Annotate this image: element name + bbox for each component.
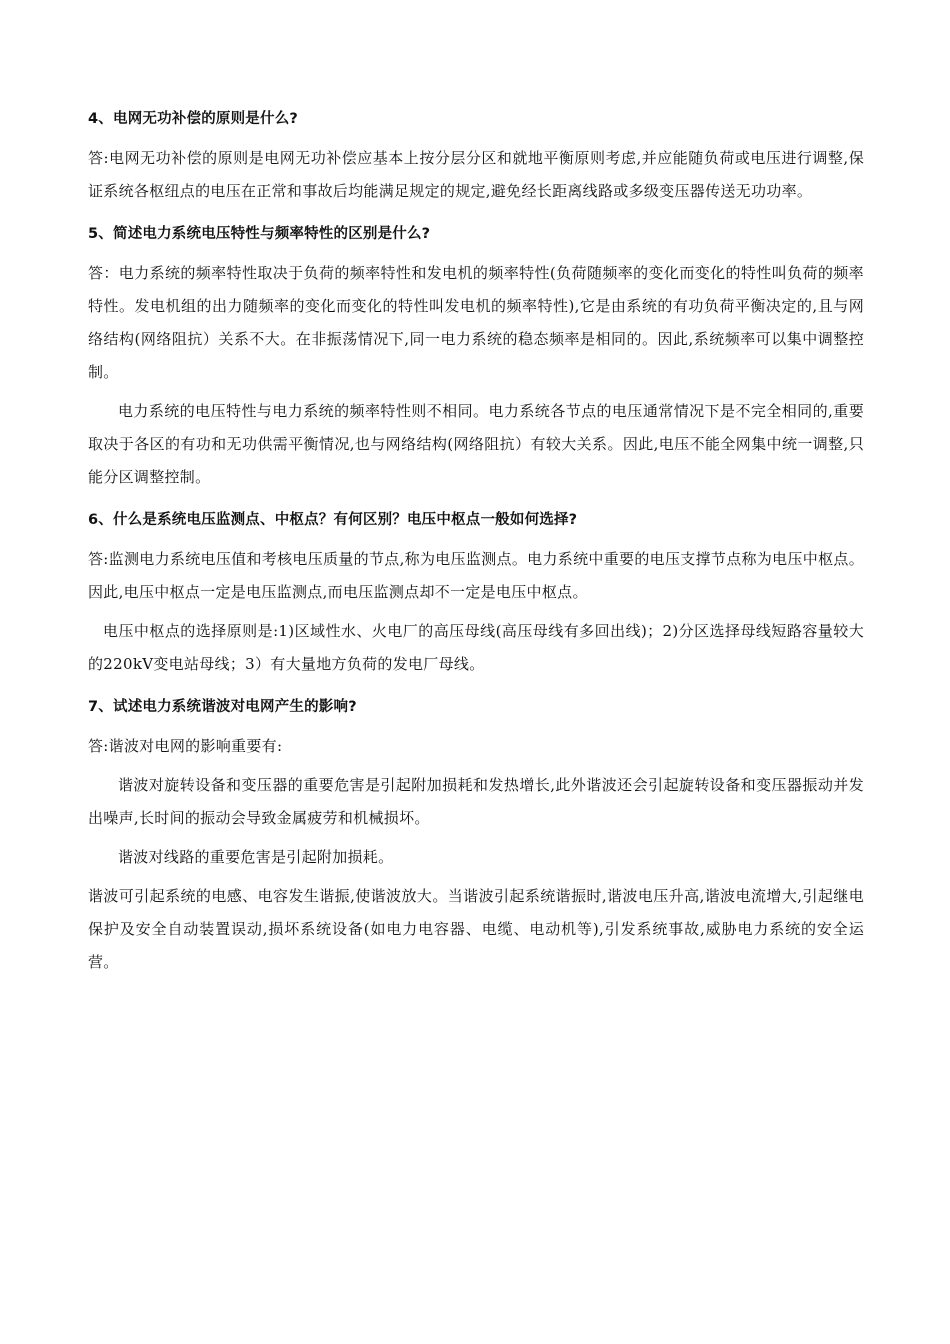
question-title: 4、电网无功补偿的原则是什么? <box>88 111 298 127</box>
answer-paragraph: 答:谐波对电网的影响重要有: <box>88 737 283 755</box>
answer-paragraph: 答：电力系统的频率特性取决于负荷的频率特性和发电机的频率特性(负荷随频率的变化而变化的特性叫负荷的频率特性。发电机组的出力随频率的变化而变化的特性叫发电机的频率特性),它是由系统的有功负荷平衡决定的,且与网络结构(网络阻抗）关系不大。在非振荡情况下,同一电力系统的稳态频率是相同的。因此,系统频率可以集中调整控制。 <box>88 264 864 381</box>
answer-paragraph: 电压中枢点的选择原则是:1)区域性水、火电厂的高压母线(高压母线有多回出线)；2)分区选择母线短路容量较大的220kV变电站母线；3）有大量地方负荷的发电厂母线。 <box>88 622 864 673</box>
answer-paragraph: 谐波可引起系统的电感、电容发生谐振,使谐波放大。当谐波引起系统谐振时,谐波电压升高,谐波电流增大,引起继电保护及安全自动装置误动,损坏系统设备(如电力电容器、电缆、电动机等),引发系统事故,威胁电力系统的安全运营。 <box>88 887 864 971</box>
answer-paragraph: 谐波对旋转设备和变压器的重要危害是引起附加损耗和发热增长,此外谐波还会引起旋转设备和变压器振动并发出噪声,长时间的振动会导致金属疲劳和机械损坏。 <box>88 776 864 827</box>
section-q4 <box>88 108 864 208</box>
document-page <box>88 108 864 979</box>
answer-paragraph: 谐波对线路的重要危害是引起附加损耗。 <box>118 848 394 866</box>
question-title: 6、什么是系统电压监测点、中枢点？有何区别？电压中枢点一般如何选择? <box>88 512 578 528</box>
answer-paragraph: 答:监测电力系统电压值和考核电压质量的节点,称为电压监测点。电力系统中重要的电压支撑节点称为电压中枢点。因此,电压中枢点一定是电压监测点,而电压监测点却不一定是电压中枢点。 <box>88 550 864 601</box>
question-title: 7、试述电力系统谐波对电网产生的影响? <box>88 699 357 715</box>
answer-paragraph: 答:电网无功补偿的原则是电网无功补偿应基本上按分层分区和就地平衡原则考虑,并应能随负荷或电压进行调整,保证系统各枢纽点的电压在正常和事故后均能满足规定的规定,避免经长距离线路或多级变压器传送无功功率。 <box>88 149 864 200</box>
question-title: 5、简述电力系统电压特性与频率特性的区别是什么? <box>88 226 431 242</box>
answer-paragraph: 电力系统的电压特性与电力系统的频率特性则不相同。电力系统各节点的电压通常情况下是不完全相同的,重要取决于各区的有功和无功供需平衡情况,也与网络结构(网络阻抗）有较大关系。因此,电压不能全网集中统一调整,只能分区调整控制。 <box>88 402 864 486</box>
section-q6 <box>88 509 864 681</box>
section-q7 <box>88 696 864 979</box>
section-q5 <box>88 223 864 494</box>
